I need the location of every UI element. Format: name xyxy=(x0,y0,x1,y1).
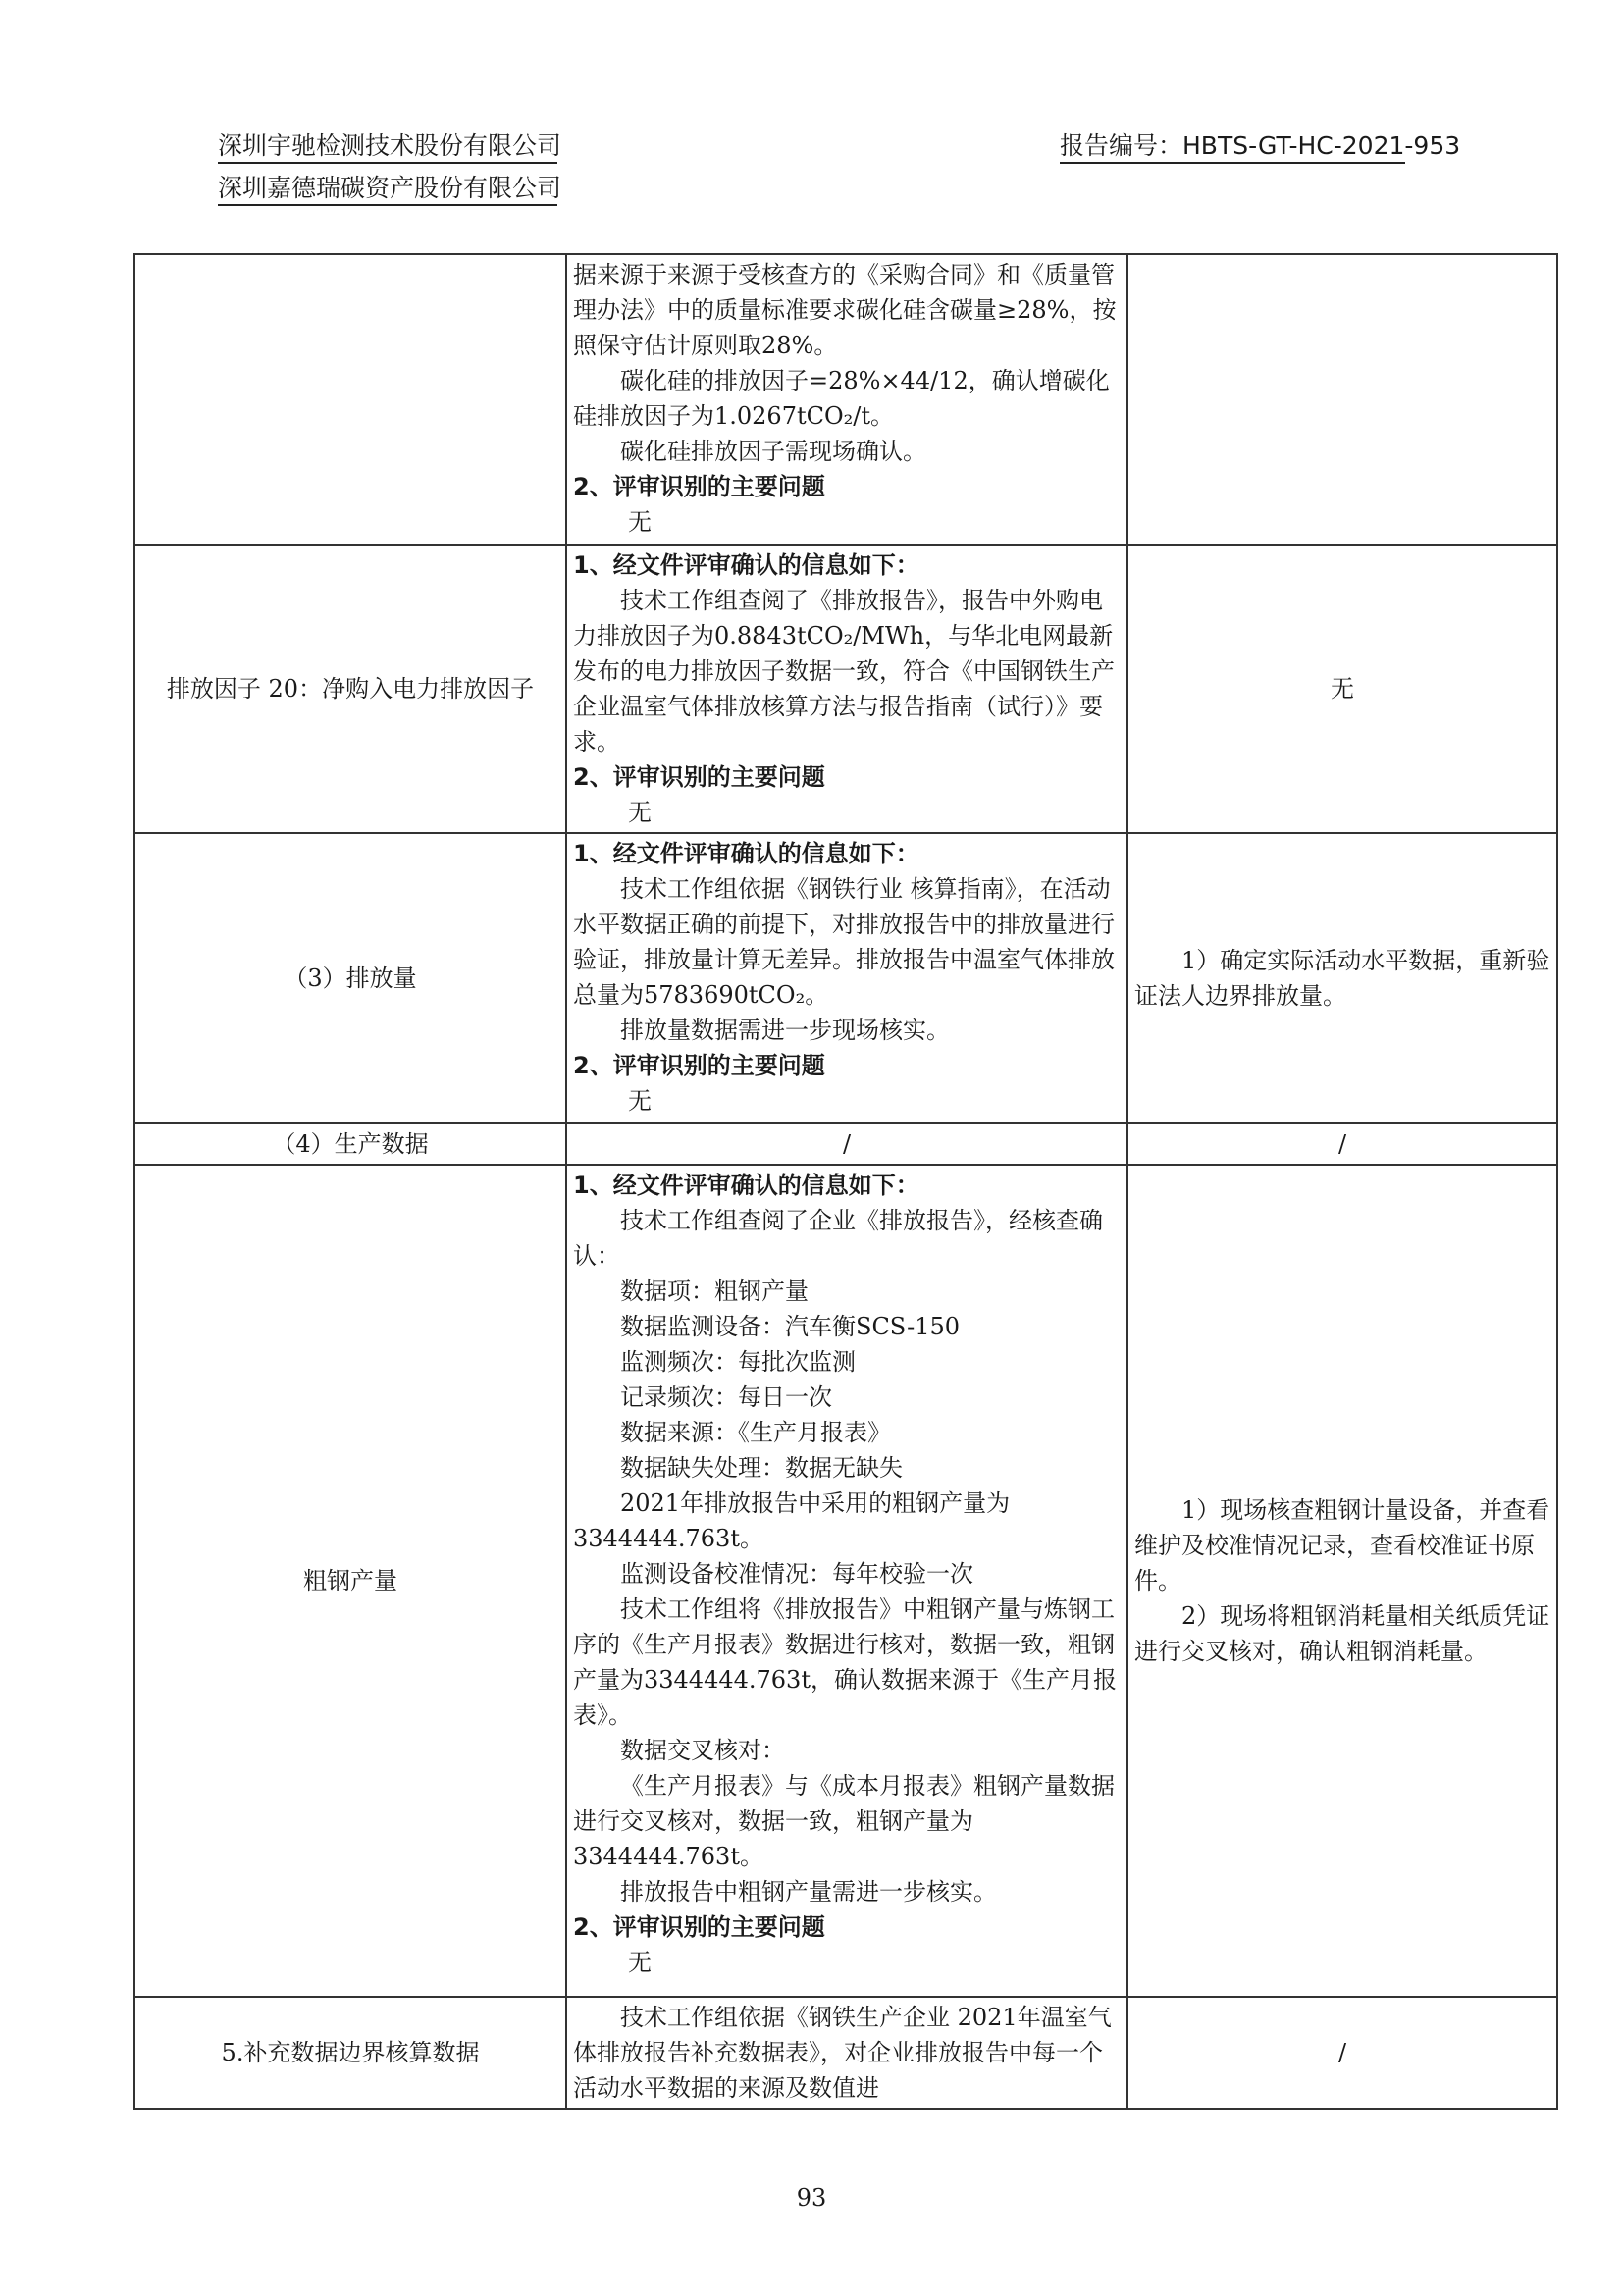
row3-col3: 1）确定实际活动水平数据，重新验证法人边界排放量。 xyxy=(1127,833,1557,1123)
row5-line-8: 2021年排放报告中采用的粗钢产量为3344444.763t。 xyxy=(573,1489,1011,1552)
row3-issue-title: 2、评审识别的主要问题 xyxy=(573,1052,825,1079)
row1-issue: 无 xyxy=(628,508,652,536)
table-row xyxy=(134,1997,1557,2109)
row6-col1: 5.补充数据边界核算数据 xyxy=(134,1997,566,2109)
row5-line-13: 排放报告中粗钢产量需进一步核实。 xyxy=(620,1878,997,1905)
verification-table xyxy=(133,253,1558,2110)
table-row xyxy=(134,1165,1557,1997)
row3-col2 xyxy=(566,833,1127,1123)
row6-body: 技术工作组依据《钢铁生产企业 2021年温室气体排放报告补充数据表》，对企业排放报告中每一个活动水平数据的来源及数值进 xyxy=(573,2004,1112,2102)
row2-col2 xyxy=(566,545,1127,833)
row5-line-6: 数据来源：《生产月报表》 xyxy=(620,1419,891,1446)
table-row xyxy=(134,254,1557,545)
table-row xyxy=(134,833,1557,1123)
row1-text-1: 据来源于来源于受核查方的《采购合同》和《质量管理办法》中的质量标准要求碳化硅含碳量≥28%，按照保守估计原则取28%。 xyxy=(573,261,1117,359)
row2-title: 1、经文件评审确认的信息如下： xyxy=(573,551,919,579)
row1-col2 xyxy=(566,254,1127,545)
row5-title: 1、经文件评审确认的信息如下： xyxy=(573,1172,919,1199)
row5-line-5: 记录频次：每日一次 xyxy=(620,1383,832,1411)
row3-col1: （3）排放量 xyxy=(134,833,566,1123)
header-underline-3 xyxy=(1060,162,1405,164)
row1-col1 xyxy=(134,254,566,545)
page-number: 93 xyxy=(796,2184,827,2212)
row2-body: 技术工作组查阅了《排放报告》，报告中外购电力排放因子为0.8843tCO₂/MWh，与华北电网最新发布的电力排放因子数据一致，符合《中国钢铁生产企业温室气体排放核算方法与报告指南（试行）》要求。 xyxy=(573,587,1115,756)
row5-note-1: 1）现场核查粗钢计量设备，并查看维护及校准情况记录，查看校准证书原件。 xyxy=(1134,1496,1550,1594)
row1-col3 xyxy=(1127,254,1557,545)
header-underline-1 xyxy=(218,162,557,164)
row5-col3 xyxy=(1127,1165,1557,1997)
row2-issue: 无 xyxy=(628,799,652,826)
row2-col3: 无 xyxy=(1127,545,1557,833)
row5-line-7: 数据缺失处理：数据无缺失 xyxy=(620,1454,903,1482)
table-row xyxy=(134,1123,1557,1165)
row5-line-1: 技术工作组查阅了企业《排放报告》，经核查确认： xyxy=(573,1207,1103,1270)
row5-note-2: 2）现场将粗钢消耗量相关纸质凭证进行交叉核对，确认粗钢消耗量。 xyxy=(1134,1602,1550,1665)
row5-col1: 粗钢产量 xyxy=(134,1165,566,1997)
row6-col3: / xyxy=(1127,1997,1557,2109)
row1-text-3: 碳化硅排放因子需现场确认。 xyxy=(620,438,926,465)
row5-issue-title: 2、评审识别的主要问题 xyxy=(573,1913,825,1941)
row3-body: 技术工作组依据《钢铁行业 核算指南》，在活动水平数据正确的前提下，对排放报告中的排放量进行验证，排放量计算无差异。排放报告中温室气体排放总量为5783690tCO₂。 xyxy=(573,875,1115,1009)
row5-line-10: 技术工作组将《排放报告》中粗钢产量与炼钢工序的《生产月报表》数据进行核对，数据一致，粗钢产量为3344444.763t，确认数据来源于《生产月报表》。 xyxy=(573,1595,1117,1729)
company-name-1: 深圳宇驰检测技术股份有限公司 xyxy=(218,131,562,160)
row3-body2: 排放量数据需进一步现场核实。 xyxy=(620,1017,950,1044)
row5-line-2: 数据项：粗钢产量 xyxy=(620,1278,809,1305)
row5-issue: 无 xyxy=(628,1949,652,1976)
row4-col3: / xyxy=(1127,1123,1557,1165)
header-underline-2 xyxy=(218,204,557,206)
row5-line-9: 监测设备校准情况：每年校验一次 xyxy=(620,1560,973,1588)
row4-col2: / xyxy=(566,1123,1127,1165)
row1-issue-title: 2、评审识别的主要问题 xyxy=(573,473,825,500)
row2-issue-title: 2、评审识别的主要问题 xyxy=(573,763,825,791)
row3-title: 1、经文件评审确认的信息如下： xyxy=(573,840,919,867)
company-name-2: 深圳嘉德瑞碳资产股份有限公司 xyxy=(218,174,562,202)
row2-col1: 排放因子 20：净购入电力排放因子 xyxy=(134,545,566,833)
row3-issue: 无 xyxy=(628,1087,652,1115)
row5-line-12: 《生产月报表》与《成本月报表》粗钢产量数据进行交叉核对，数据一致，粗钢产量为3344444.763t。 xyxy=(573,1772,1115,1870)
table-row xyxy=(134,545,1557,833)
row5-line-11: 数据交叉核对： xyxy=(620,1737,785,1764)
row1-text-2: 碳化硅的排放因子=28%×44/12，确认增碳化硅排放因子为1.0267tCO₂/t。 xyxy=(573,367,1110,430)
report-number: 报告编号：HBTS-GT-HC-2021-953 xyxy=(1060,131,1461,160)
row5-col2 xyxy=(566,1165,1127,1997)
row5-line-3: 数据监测设备：汽车衡SCS-150 xyxy=(620,1313,961,1340)
row5-line-4: 监测频次：每批次监测 xyxy=(620,1348,856,1376)
row4-col1: （4）生产数据 xyxy=(134,1123,566,1165)
row6-col2 xyxy=(566,1997,1127,2109)
